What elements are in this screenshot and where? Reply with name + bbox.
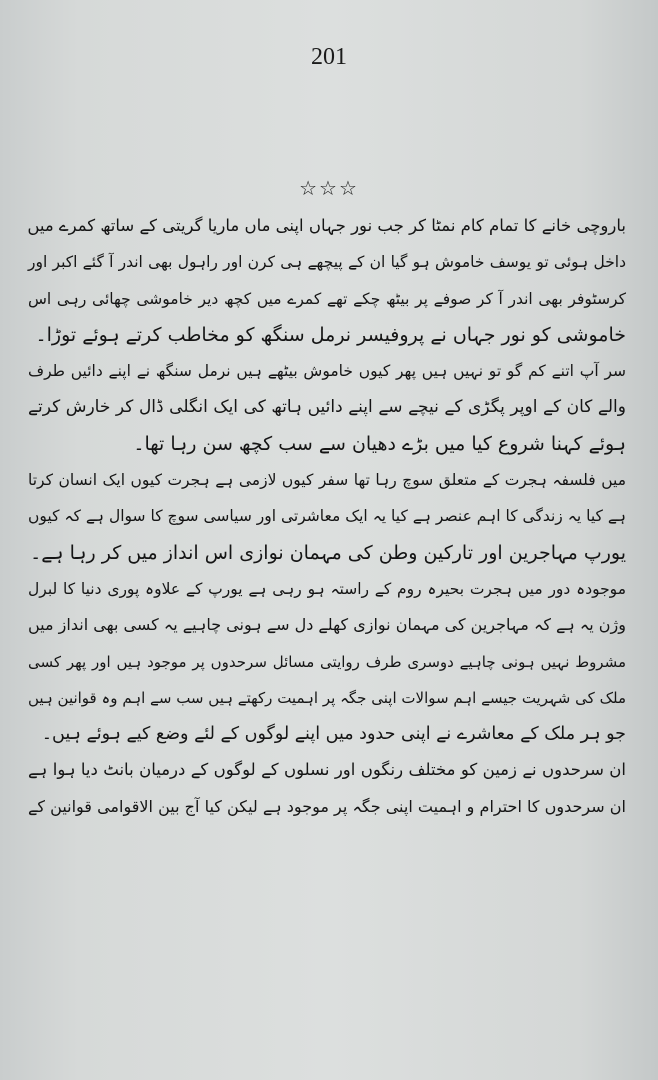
text-line: والے کان کے اوپر پگڑی کے نیچے سے اپنے دائیں ہاتھ کی ایک انگلی ڈال کر خارش کرتے xyxy=(28,397,626,418)
page-number: 201 xyxy=(311,44,347,70)
text-line: سر آپ اتنے کم گو تو نہیں ہیں پھر کیوں خاموش بیٹھے ہیں نرمل سنگھ نے اپنے دائیں طرف xyxy=(28,362,626,381)
paragraph-4 xyxy=(28,571,626,752)
text-line: یورپ مہاجرین اور تارکین وطن کی مہمان نوازی اس انداز میں کر رہا ہے۔ xyxy=(30,541,626,564)
body-text xyxy=(28,208,626,825)
paragraph-5 xyxy=(28,752,626,825)
text-line: ہوئے کہنا شروع کیا میں بڑے دھیان سے سب کچھ سن رہا تھا۔ xyxy=(133,432,626,455)
text-line: وژن یہ ہے کہ مہاجرین کی مہمان نوازی کھلے دل سے ہونی چاہیے یہ کسی بھی انداز میں xyxy=(28,615,626,635)
text-line: کرسٹوفر بھی اندر آ کر صوفے پر بیٹھ چکے تھے کمرے میں کچھ دیر خاموشی چھائی رہی اس xyxy=(28,289,626,308)
section-divider-stars: ☆☆☆ xyxy=(299,176,359,200)
paragraph-3 xyxy=(28,462,626,571)
text-line: جو ہر ملک کے معاشرے نے اپنی حدود میں اپنے لوگوں کے لئے وضع کیے ہوئے ہیں۔ xyxy=(41,724,626,745)
text-line: داخل ہوئی تو یوسف خاموش ہو گیا ان کے پیچھے ہی کرن اور راہول بھی اندر آ گئے اکبر اور xyxy=(28,253,626,272)
text-line: میں فلسفہ ہجرت کے متعلق سوچ رہا تھا سفر کیوں لازمی ہے ہجرت کیوں ایک انسان کرتا xyxy=(28,471,626,490)
text-line: ہے کیا یہ زندگی کا اہم عنصر ہے کیا یہ ایک معاشرتی اور سیاسی سوچ کا سوال ہے کہ کیوں xyxy=(28,507,626,526)
text-line: باروچی خانے کا تمام کام نمٹا کر جب نور جہاں اپنی ماں ماریا گریتی کے ساتھ کمرے میں xyxy=(27,216,626,235)
paragraph-2 xyxy=(28,353,626,462)
text-line: مشروط نہیں ہونی چاہیے دوسری طرف روایتی مسائل سرحدوں پر موجود ہیں اور پھر کسی xyxy=(28,652,626,671)
text-line: ملک کی شہریت جیسے اہم سوالات اپنی جگہ پر اہمیت رکھتے ہیں سب سے اہم وہ قوانین ہیں xyxy=(28,688,626,707)
text-line: ان سرحدوں نے زمین کو مختلف رنگوں اور نسلوں کے لوگوں کے درمیان بانٹ دیا ہوا ہے xyxy=(28,760,626,780)
paragraph-1 xyxy=(28,208,626,353)
text-line: ان سرحدوں کا احترام و اہمیت اپنی جگہ پر موجود ہے لیکن کیا آج بین الاقوامی قوانین کے xyxy=(28,796,626,816)
text-line: موجودہ دور میں ہجرت بحیرہ روم کے راستہ ہو رہی ہے یورپ کے علاوہ پوری دنیا کا لبرل xyxy=(28,579,626,598)
text-line: خاموشی کو نور جہاں نے پروفیسر نرمل سنگھ کو مخاطب کرتے ہوئے توڑا۔ xyxy=(35,323,626,346)
